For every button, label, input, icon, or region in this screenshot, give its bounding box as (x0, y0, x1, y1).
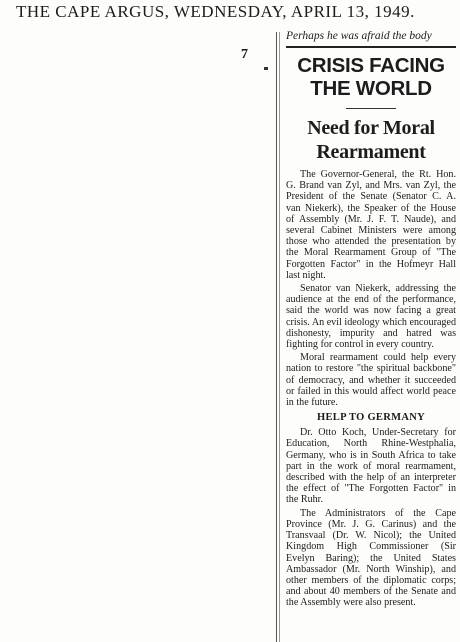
headline-rule (286, 46, 456, 48)
subhead-line-2: Rearmament (316, 141, 426, 163)
paragraph-3: Moral rearmament could help every nation to restore "the spiritual backbone" of democracy, and whether it succeeded or failed in this would affect world peace in the future. (286, 352, 456, 409)
page-number: 7 (241, 47, 248, 62)
headline-line-1: CRISIS FACING (297, 54, 445, 77)
headline (286, 54, 456, 100)
headline-line-2: THE WORLD (310, 77, 432, 100)
paragraph-5: The Administrators of the Cape Province (Mr. J. G. Carinus) and the Transvaal (Dr. W. Nicol); the United Kingdom High Commissioner (Sir Evelyn Baring); the United States Ambassador (Mr. North Winship), and other members of the diplomatic corps; and about 40 members of the Senate and the Assembly were also present. (286, 507, 456, 609)
subhead-line-1: Need for Moral (307, 117, 435, 139)
masthead: THE CAPE ARGUS, WEDNESDAY, APRIL 13, 1949. (16, 2, 415, 21)
margin-mark (264, 67, 268, 70)
paragraph-1: The Governor-General, the Rt. Hon. G. Brand van Zyl, and Mrs. van Zyl, the President of the Senate (Senator C. A. van Niekerk), the Speaker of the House of Assembly (Mr. J. F. T. Naude), and several Cabinet Ministers were among those who attended the presentation by the Moral Rearmament Group of "The Forgotten Factor" in the Hofmeyr Hall last night. (286, 169, 456, 281)
column-rule (276, 32, 280, 642)
article (286, 30, 456, 611)
subheadline (286, 116, 456, 164)
section-heading: HELP TO GERMANY (317, 412, 425, 424)
cut-off-previous-line: Perhaps he was afraid the body (286, 30, 432, 42)
paragraph-2: Senator van Niekerk, addressing the audience at the end of the performance, said the world was now facing a great crisis. An evil ideology which encouraged dishonesty, impurity and hatred was fighting for control in every country. (286, 283, 456, 351)
paragraph-4: Dr. Otto Koch, Under-Secretary for Education, North Rhine-Westphalia, Germany, who is in South Africa to take part in the work of moral rearmament, described with the help of an interpreter the effect of "The Forgotten Factor" in the Ruhr. (286, 427, 456, 506)
headline-divider (346, 108, 396, 109)
